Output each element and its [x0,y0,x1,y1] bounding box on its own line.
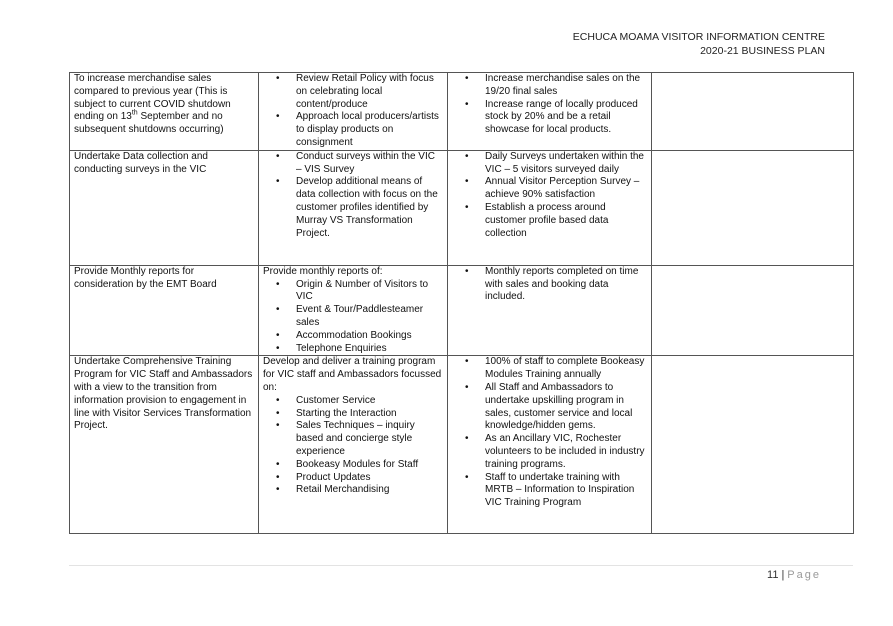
actions-cell [259,265,448,356]
list-item: • Staff to undertake training with MRTB – Information to Inspiration VIC Training Program [485,472,647,510]
measures-cell [448,73,652,151]
objective-text: To increase merchandise sales compared to previous year (This is subject to current COVID shutdown ending on 13 [74,73,231,123]
objective-cell [70,73,259,151]
page-label: Page [787,569,821,581]
table-row [70,356,854,534]
list-item: • Telephone Enquiries [296,343,443,356]
list-item: • Conduct surveys within the VIC – VIS Survey [296,151,443,177]
notes-cell [652,150,854,265]
list-item: • Establish a process around customer profile based data collection [485,202,647,240]
list-item: • Accommodation Bookings [296,330,443,343]
measures-list [452,266,647,304]
list-item: • Bookeasy Modules for Staff [296,459,443,472]
actions-list [263,73,443,150]
list-item: • Event & Tour/Paddlesteamer sales [296,304,443,330]
list-item: • As an Ancillary VIC, Rochester volunteers to be included in industry training programs. [485,433,647,471]
list-item: • Increase range of locally produced stock by 20% and be a retail showcase for local products. [485,99,647,137]
list-item: • Product Updates [296,472,443,485]
measures-cell [448,265,652,356]
list-item: • Sales Techniques – inquiry based and concierge style experience [296,420,443,458]
footer-divider [69,565,853,566]
table-row [70,150,854,265]
footer-separator: | [781,569,785,581]
actions-list [263,279,443,356]
objective-superscript: th [131,110,138,118]
page-number: 11 [767,569,779,581]
header-organisation: ECHUCA MOAMA VISITOR INFORMATION CENTRE [572,31,825,43]
list-item: • Increase merchandise sales on the 19/20 final sales [485,73,647,99]
notes-cell [652,73,854,151]
actions-list [263,395,443,497]
actions-intro: Develop and deliver a training program for VIC staff and Ambassadors focussed on: [263,356,442,393]
actions-cell [259,356,448,534]
list-item: • Retail Merchandising [296,484,443,497]
notes-cell [652,356,854,534]
header-plan-title: 2020-21 BUSINESS PLAN [700,45,825,57]
actions-cell [259,150,448,265]
list-item: • Approach local producers/artists to display products on consignment [296,111,443,149]
list-item: • Starting the Interaction [296,408,443,421]
objective-text-rest: September and no subsequent shutdowns occurring) [74,111,224,136]
list-item: • Develop additional means of data collection with focus on the customer profiles identified by Murray VS Transformation Project. [296,176,443,240]
list-item: • Customer Service [296,395,443,408]
actions-list [263,151,443,241]
objective-text: Undertake Comprehensive Training Program for VIC Staff and Ambassadors with a view to the transition from information provision to engagement in line with Visitor Services Transformation Project. [74,356,253,432]
list-item: • 100% of staff to complete Bookeasy Modules Training annually [485,356,647,382]
notes-cell [652,265,854,356]
page-footer [767,569,821,581]
list-item: • Review Retail Policy with focus on celebrating local content/produce [296,73,443,111]
objective-text: Undertake Data collection and conducting surveys in the VIC [74,150,208,175]
list-item: • All Staff and Ambassadors to undertake upskilling program in sales, customer service and local knowledge/hidden gems. [485,382,647,433]
objective-cell [70,265,259,356]
business-plan-table [69,72,854,534]
objective-text: Provide Monthly reports for consideration by the EMT Board [74,265,217,290]
list-item: • Annual Visitor Perception Survey – achieve 90% satisfaction [485,176,647,202]
list-item: • Monthly reports completed on time with sales and booking data included. [485,266,647,304]
objective-cell [70,150,259,265]
table-row [70,265,854,356]
list-item: • Origin & Number of Visitors to VIC [296,279,443,305]
document-header [573,30,825,58]
measures-list [452,73,647,137]
table-row [70,73,854,151]
objective-cell [70,356,259,534]
list-item: • Daily Surveys undertaken within the VIC – 5 visitors surveyed daily [485,151,647,177]
measures-list [452,151,647,241]
measures-cell [448,356,652,534]
measures-list [452,356,647,510]
measures-cell [448,150,652,265]
actions-cell [259,73,448,151]
actions-intro: Provide monthly reports of: [263,265,383,277]
